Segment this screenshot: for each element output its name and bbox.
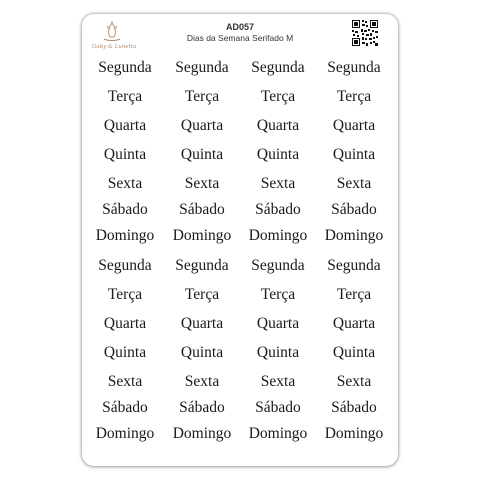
sticker-word: Sexta [184, 175, 220, 192]
sticker-word: Domingo [172, 425, 232, 442]
sticker-word: Quarta [180, 315, 224, 332]
sticker-word: Sábado [331, 399, 377, 416]
sticker-word: Quinta [256, 146, 300, 163]
product-code: AD057 [225, 22, 254, 32]
sticker-word: Segunda [327, 59, 381, 76]
brand-name: Gaby & Lunetta [92, 44, 137, 50]
sticker-word: Quarta [103, 315, 147, 332]
sticker-word: Sexta [184, 373, 220, 390]
sticker-word: Sexta [260, 175, 296, 192]
sticker-word: Segunda [98, 59, 152, 76]
sticker-word: Domingo [172, 227, 232, 244]
sticker-word: Quarta [180, 117, 224, 134]
sticker-word: Domingo [95, 227, 155, 244]
sticker-word: Segunda [251, 59, 305, 76]
sticker-word: Segunda [175, 59, 229, 76]
sticker-word: Sexta [260, 373, 296, 390]
sticker-word: Terça [260, 286, 296, 303]
sticker-word: Sexta [336, 175, 372, 192]
sticker-word: Segunda [251, 257, 305, 274]
sticker-word: Terça [336, 88, 372, 105]
sticker-word: Sexta [336, 373, 372, 390]
brand-logo-icon [92, 20, 132, 44]
sticker-word: Sábado [331, 201, 377, 218]
sticker-word: Sábado [255, 201, 301, 218]
qr-code-icon [352, 20, 378, 46]
sticker-word: Sábado [255, 399, 301, 416]
sticker-word: Terça [184, 286, 220, 303]
sticker-word: Segunda [175, 257, 229, 274]
sticker-word: Terça [184, 88, 220, 105]
sticker-word: Terça [107, 88, 143, 105]
sticker-word: Sábado [102, 201, 148, 218]
sticker-word: Quinta [103, 146, 147, 163]
sticker-word: Sexta [107, 373, 143, 390]
sticker-word: Sábado [179, 201, 225, 218]
sticker-word: Segunda [327, 257, 381, 274]
sticker-word: Sexta [107, 175, 143, 192]
sheet-header [152, 22, 328, 44]
sticker-word: Quarta [256, 117, 300, 134]
sticker-word: Quinta [180, 344, 224, 361]
sticker-word: Sábado [179, 399, 225, 416]
sticker-word: Quarta [103, 117, 147, 134]
sticker-word: Quinta [103, 344, 147, 361]
sticker-word: Terça [260, 88, 296, 105]
sticker-word: Domingo [248, 227, 308, 244]
brand-logo [92, 20, 137, 56]
sticker-word: Quarta [256, 315, 300, 332]
sticker-word: Domingo [324, 227, 384, 244]
sticker-word: Terça [107, 286, 143, 303]
sticker-word: Quinta [332, 146, 376, 163]
sticker-word: Domingo [324, 425, 384, 442]
sticker-word: Domingo [248, 425, 308, 442]
sticker-word: Quinta [256, 344, 300, 361]
sheet-title: Dias da Semana Serifado M [186, 33, 294, 43]
sticker-word: Segunda [98, 257, 152, 274]
sticker-word: Quinta [180, 146, 224, 163]
sticker-word: Sábado [102, 399, 148, 416]
sticker-word: Terça [336, 286, 372, 303]
sticker-word: Quarta [332, 117, 376, 134]
sticker-word: Domingo [95, 425, 155, 442]
sticker-word: Quinta [332, 344, 376, 361]
sticker-word: Quarta [332, 315, 376, 332]
sticker-sheet [82, 14, 398, 466]
